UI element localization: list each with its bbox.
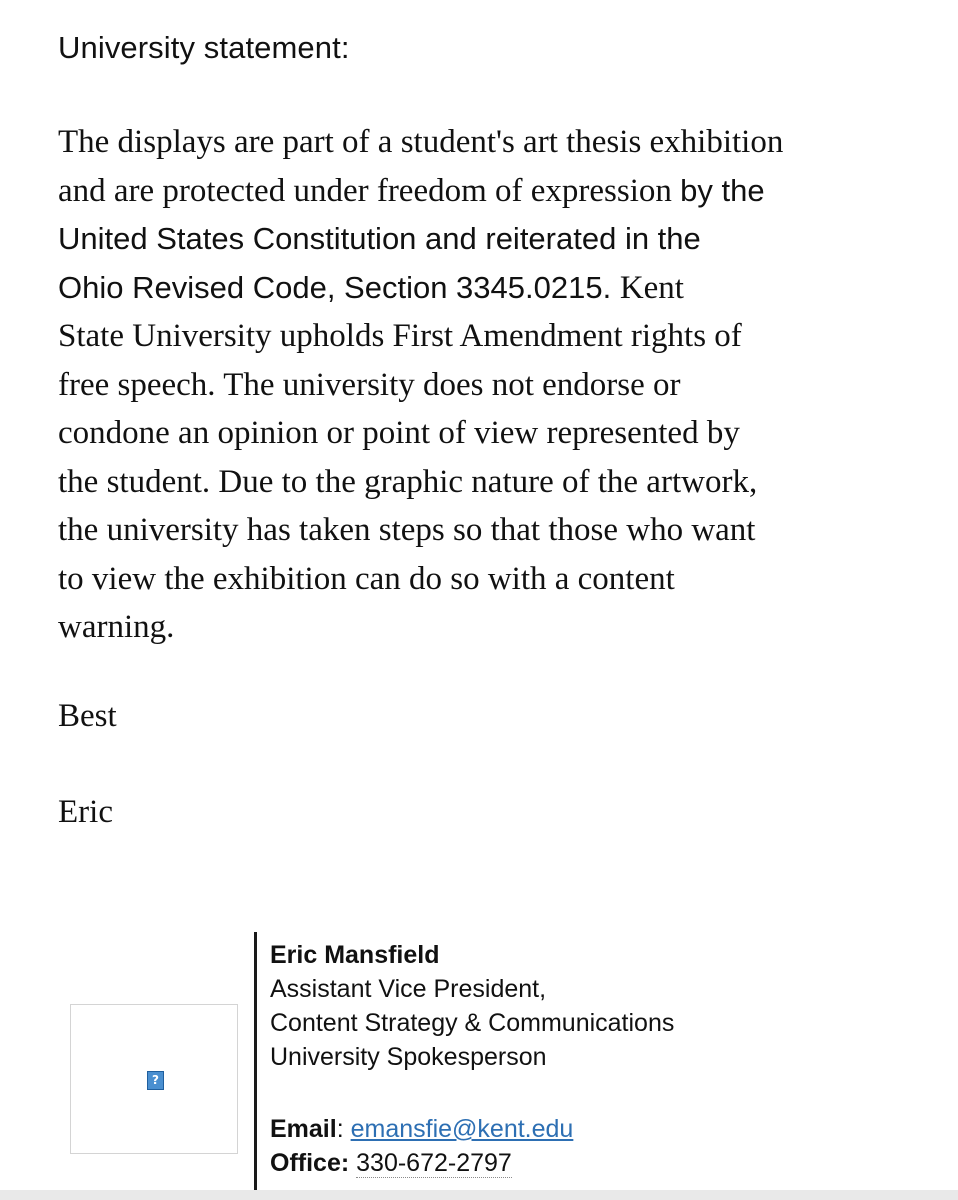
statement-line-serif: and are protected under freedom of expression [58, 172, 681, 209]
signature-block [270, 938, 674, 1180]
sender-first-name: Eric [58, 794, 113, 830]
signature-email-row [270, 1112, 674, 1146]
statement-line-sans: Ohio Revised Code, Section 3345.0215. [58, 269, 620, 305]
statement-line: warning. [58, 609, 175, 645]
broken-image-icon: ? [147, 1071, 164, 1090]
office-label: Office: [270, 1149, 350, 1177]
email-label: Email [270, 1115, 337, 1143]
signature-title-line: Assistant Vice President, [270, 975, 547, 1003]
statement-line: the university has taken steps so that those who want [58, 512, 756, 548]
email-colon: : [336, 1115, 351, 1143]
email-link[interactable]: emansfie@kent.edu [350, 1115, 574, 1143]
statement-line: United States Constitution and reiterated in the [58, 221, 701, 256]
signature-spacer [270, 1074, 674, 1112]
closing-salutation: Best [58, 698, 117, 734]
signature-logo-placeholder [70, 1004, 238, 1154]
statement-line: the student. Due to the graphic nature of the artwork, [58, 463, 758, 500]
statement-line [58, 264, 938, 313]
signature-office-row [270, 1146, 674, 1180]
statement-line-serif: Kent [619, 269, 684, 306]
statement-line [58, 167, 938, 216]
statement-body [58, 118, 938, 652]
statement-line: The displays are part of a student's art thesis exhibition [58, 124, 784, 160]
signature-title-line: University Spokesperson [270, 1043, 547, 1071]
bottom-edge [0, 1190, 958, 1200]
statement-heading: University statement: [58, 30, 350, 65]
statement-line-sans: by the [680, 172, 765, 208]
statement-line: to view the exhibition can do so with a content [58, 560, 675, 597]
signature-title-line: Content Strategy & Communications [270, 1009, 675, 1037]
signature-divider [254, 932, 257, 1190]
office-phone[interactable]: 330-672-2797 [356, 1149, 512, 1177]
signature-name: Eric Mansfield [270, 941, 440, 969]
statement-line: free speech. The university does not endorse or [58, 366, 681, 403]
statement-line: condone an opinion or point of view represented by [58, 415, 740, 451]
statement-line: State University upholds First Amendment rights of [58, 318, 742, 354]
